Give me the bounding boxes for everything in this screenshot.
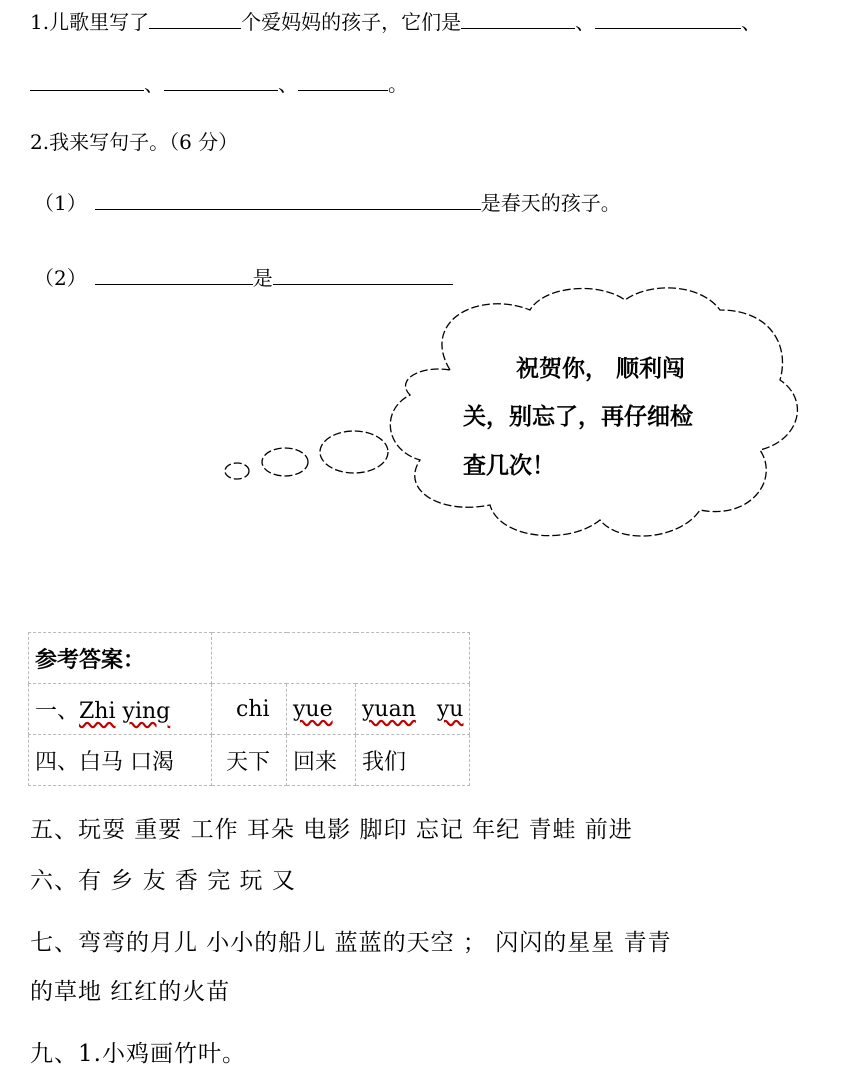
table-row [29, 735, 470, 786]
table-cell [29, 684, 212, 735]
cloud-message-line-2: 关，别忘了，再仔细检 [463, 404, 693, 430]
pinyin: yue [293, 696, 333, 722]
table-cell: 天下 [212, 735, 287, 786]
thought-bubble-small [225, 463, 249, 479]
table-row [29, 633, 470, 684]
period: 。 [388, 72, 408, 96]
table-cell-empty [212, 633, 470, 684]
pinyin: chi [236, 696, 270, 722]
cloud-message-line-1: 祝贺你， 顺利闯 [516, 356, 686, 382]
thought-bubble-large [320, 431, 388, 473]
separator: 、 [278, 72, 298, 96]
pinyin: Zhi [79, 698, 116, 724]
answer-table [28, 632, 470, 786]
answer-six: 六、有 乡 友 香 完 玩 又 [30, 868, 296, 894]
separator: 、 [144, 72, 164, 96]
answer-seven-line-1: 七、弯弯的月儿 小小的船儿 蓝蓝的天空 ； 闪闪的星星 青青 [30, 930, 672, 956]
sentence-1-label: （1） [34, 191, 87, 215]
pinyin: yuan [362, 696, 416, 722]
table-row [29, 684, 470, 735]
answer-seven-line-2: 的草地 红红的火苗 [30, 979, 231, 1005]
table-cell: 回来 [287, 735, 356, 786]
question-2-title: 2.我来写句子。（6 分） [30, 130, 239, 154]
pinyin: ying [122, 698, 171, 724]
answer-heading: 参考答案： [29, 633, 212, 684]
sentence-1-suffix: 是春天的孩子。 [480, 191, 621, 215]
table-cell: 我们 [356, 735, 470, 786]
separator: 、 [575, 10, 596, 34]
table-cell [287, 684, 356, 735]
thought-bubble-medium [262, 448, 308, 476]
sentence-2-label: （2） [34, 266, 87, 290]
answer-nine: 九、1.小鸡画竹叶。 [30, 1041, 246, 1067]
table-cell: 四、白马 口渴 [29, 735, 212, 786]
cloud-message-line-3: 查几次！ [463, 453, 555, 479]
separator: 、 [741, 10, 762, 34]
answer-five: 五、玩耍 重要 工作 耳朵 电影 脚印 忘记 年纪 青蛙 前进 [30, 817, 633, 843]
table-cell [356, 684, 470, 735]
row-label: 一、 [35, 698, 80, 724]
sentence-2-mid: 是 [252, 266, 273, 290]
pinyin: yu [436, 696, 464, 722]
question-1-prefix: 1.儿歌里写了 [30, 10, 150, 34]
question-1-middle: 个爱妈妈的孩子，它们是 [241, 10, 462, 34]
table-cell [212, 684, 287, 735]
